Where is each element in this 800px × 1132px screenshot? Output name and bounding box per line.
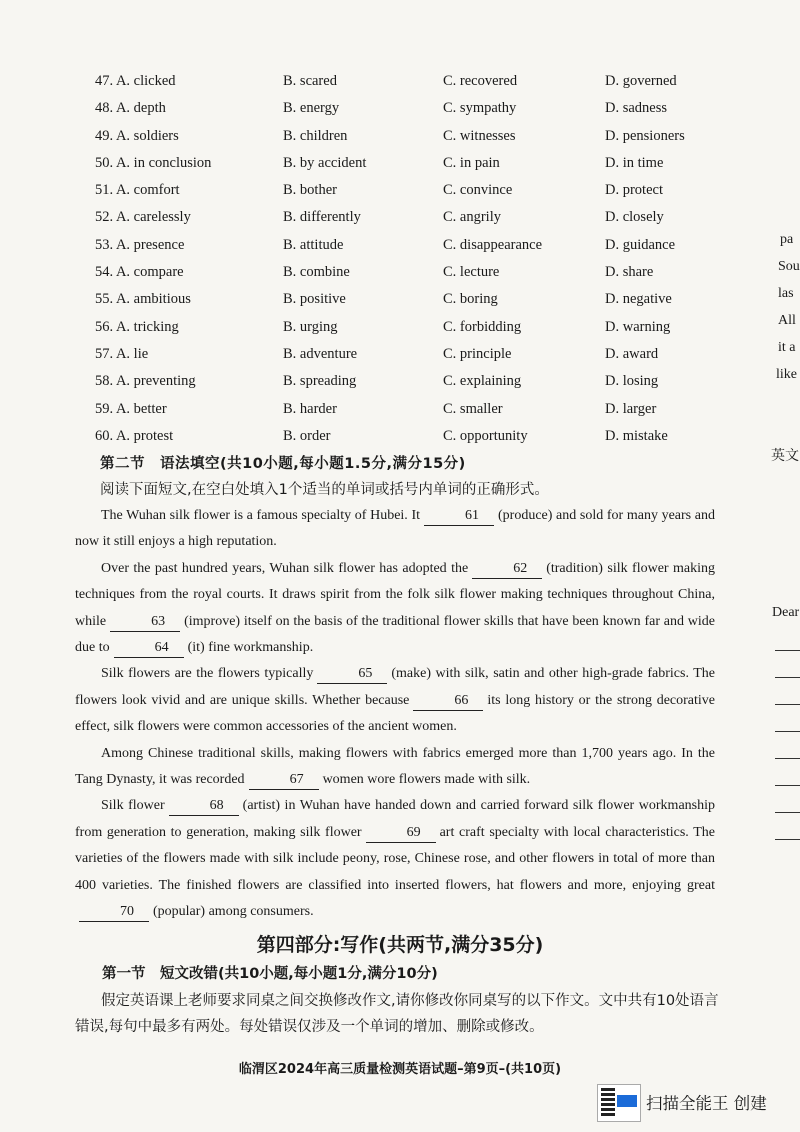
option-b[interactable]: B. spreading (283, 373, 357, 390)
writing-line (775, 677, 800, 678)
option-b[interactable]: B. bother (283, 182, 337, 199)
option-d[interactable]: D. in time (605, 154, 664, 171)
option-a[interactable]: 60. A. protest (95, 427, 174, 444)
writing-line (775, 839, 800, 840)
option-a[interactable]: 47. A. clicked (95, 73, 176, 89)
blank-67[interactable]: 67 (249, 771, 319, 790)
margin-fragment: it a (778, 340, 796, 355)
question-row (95, 150, 735, 177)
margin-fragment: pa (780, 232, 794, 247)
option-d[interactable]: D. sadness (605, 100, 668, 117)
question-row (95, 232, 735, 259)
margin-fragment: Dear (772, 605, 800, 620)
option-c[interactable]: C. convince (443, 182, 513, 199)
option-b[interactable]: B. by accident (283, 154, 367, 171)
option-b[interactable]: B. adventure (283, 345, 358, 362)
margin-fragment: All (778, 313, 796, 328)
option-d[interactable]: D. mistake (605, 427, 668, 444)
option-c[interactable]: C. witnesses (443, 127, 516, 144)
option-c[interactable]: C. lecture (443, 264, 500, 281)
margin-fragment: like (776, 367, 797, 382)
option-c[interactable]: C. forbidding (443, 318, 522, 335)
option-b[interactable]: B. differently (283, 209, 361, 226)
option-d[interactable]: D. share (605, 264, 654, 281)
writing-line (775, 785, 800, 786)
question-row (95, 396, 735, 423)
writing-line (775, 731, 800, 732)
question-row (95, 368, 735, 395)
option-d[interactable]: D. losing (605, 373, 659, 390)
option-b[interactable]: B. harder (283, 400, 337, 417)
scanner-logo-icon (597, 1084, 641, 1122)
blank-70[interactable]: 70 (79, 903, 149, 922)
section-2-heading: 第二节 语法填空(共10小题,每小题1.5分,满分15分) (100, 456, 466, 472)
blank-64[interactable]: 64 (114, 639, 184, 658)
blank-68[interactable]: 68 (169, 797, 239, 816)
option-a[interactable]: 55. A. ambitious (95, 291, 191, 308)
option-a[interactable]: 56. A. tricking (95, 318, 179, 335)
question-row (95, 341, 735, 368)
option-b[interactable]: B. order (283, 427, 331, 444)
grammar-passage (75, 503, 715, 926)
option-c[interactable]: C. principle (443, 345, 512, 362)
option-d[interactable]: D. warning (605, 318, 671, 335)
question-row (95, 95, 735, 122)
question-row (95, 204, 735, 231)
blank-69[interactable]: 69 (366, 824, 436, 843)
option-c[interactable]: C. boring (443, 291, 498, 308)
app-logo-icon (617, 1095, 637, 1107)
passage-paragraph-5: Silk flower 68 (artist) in Wuhan have handed down and carried forward silk flower workmanship from generation to generation, making silk flower 69 art craft specialty with local characteristics. The varieties of the flowers made with silk include peony, rose, Chinese rose, and other flowers in total of more than 400 varieties. The finished flowers are classified into inserted flowers, hat flowers and more, enjoying great70 (popular) among consumers. (75, 793, 715, 925)
option-a[interactable]: 57. A. lie (95, 345, 149, 362)
question-row (95, 177, 735, 204)
option-c[interactable]: C. opportunity (443, 427, 528, 444)
passage-paragraph-1: The Wuhan silk flower is a famous specialty of Hubei. It 61 (produce) and sold for many years and now it still enjoys a high reputation. (75, 508, 715, 550)
option-b[interactable]: B. attitude (283, 236, 344, 253)
page-footer: 临渭区2024年高三质量检测英语试题–第9页–(共10页) (238, 1062, 562, 1077)
option-c[interactable]: C. sympathy (443, 100, 517, 117)
option-d[interactable]: D. closely (605, 209, 664, 226)
option-d[interactable]: D. governed (605, 73, 677, 89)
blank-63[interactable]: 63 (110, 613, 180, 632)
writing-line (775, 812, 800, 813)
option-a[interactable]: 48. A. depth (95, 100, 166, 117)
option-b[interactable]: B. scared (283, 73, 337, 89)
part-4-heading: 第四部分:写作(共两节,满分35分) (256, 934, 544, 956)
option-a[interactable]: 50. A. in conclusion (95, 154, 212, 171)
writing-line (775, 704, 800, 705)
option-d[interactable]: D. guidance (605, 236, 676, 253)
option-b[interactable]: B. combine (283, 264, 350, 281)
blank-62[interactable]: 62 (472, 560, 542, 579)
passage-paragraph-4: Among Chinese traditional skills, making flowers with fabrics emerged more than 1,700 years ago. In the Tang Dynasty, it was recorded 67 women wore flowers made with silk. (75, 741, 715, 794)
question-row (95, 123, 735, 150)
option-c[interactable]: C. angrily (443, 209, 501, 226)
passage-paragraph-3: Silk flowers are the flowers typically 65 (make) with silk, satin and other high-grade fabrics. The flowers look vivid and are unique skills. Whether because 66 its long history or the strong decorative effect, silk flowers were common accessories of the ancient women. (75, 666, 715, 735)
option-c[interactable]: C. disappearance (443, 236, 543, 253)
option-b[interactable]: B. energy (283, 100, 340, 117)
blank-65[interactable]: 65 (317, 665, 387, 684)
option-d[interactable]: D. pensioners (605, 127, 685, 144)
option-a[interactable]: 54. A. compare (95, 264, 184, 281)
option-c[interactable]: C. in pain (443, 154, 500, 171)
section-2-instruction: 阅读下面短文,在空白处填入1个适当的单词或括号内单词的正确形式。 (100, 482, 549, 498)
passage-paragraph-2: Over the past hundred years, Wuhan silk flower has adopted the 62 (tradition) silk flower making techniques from the royal courts. It draws spirit from the folk silk flower making techniques throughout China, while 63 (improve) itself on the basis of the traditional flower skills that have been known far and wide due to 64 (it) fine workmanship. (75, 556, 715, 662)
option-c[interactable]: C. explaining (443, 373, 522, 390)
option-a[interactable]: 58. A. preventing (95, 373, 196, 390)
option-d[interactable]: D. larger (605, 400, 657, 417)
option-a[interactable]: 53. A. presence (95, 236, 185, 253)
question-row (95, 259, 735, 286)
scanner-watermark: 扫描全能王 创建 (646, 1094, 767, 1113)
option-c[interactable]: C. recovered (443, 73, 518, 89)
writing-line (775, 758, 800, 759)
blank-66[interactable]: 66 (413, 692, 483, 711)
option-a[interactable]: 49. A. soldiers (95, 127, 179, 144)
margin-fragment: las (778, 286, 794, 301)
option-d[interactable]: D. negative (605, 291, 672, 308)
option-d[interactable]: D. award (605, 345, 659, 362)
blank-61[interactable]: 61 (424, 507, 494, 526)
multiple-choice-options (95, 68, 735, 450)
option-b[interactable]: B. children (283, 127, 348, 144)
option-a[interactable]: 52. A. carelessly (95, 209, 191, 226)
question-row (95, 423, 735, 450)
qr-code-icon (601, 1088, 615, 1116)
question-row (95, 286, 735, 313)
question-row (95, 68, 735, 95)
margin-fragment: Sou (778, 259, 800, 274)
option-b[interactable]: B. urging (283, 318, 338, 335)
margin-fragment: 英文 (771, 448, 799, 464)
option-d[interactable]: D. protect (605, 182, 663, 199)
writing-line (775, 650, 800, 651)
option-a[interactable]: 59. A. better (95, 400, 167, 417)
option-a[interactable]: 51. A. comfort (95, 182, 180, 199)
question-row (95, 314, 735, 341)
option-b[interactable]: B. positive (283, 291, 346, 308)
section-1-heading: 第一节 短文改错(共10小题,每小题1分,满分10分) (102, 966, 438, 982)
option-c[interactable]: C. smaller (443, 400, 503, 417)
error-correction-instruction: 假定英语课上老师要求同桌之间交换修改作文,请你修改你同桌写的以下作文。文中共有10处语言错误,每句中最多有两处。每处错误仅涉及一个单词的增加、删除或修改。 (75, 993, 719, 1035)
